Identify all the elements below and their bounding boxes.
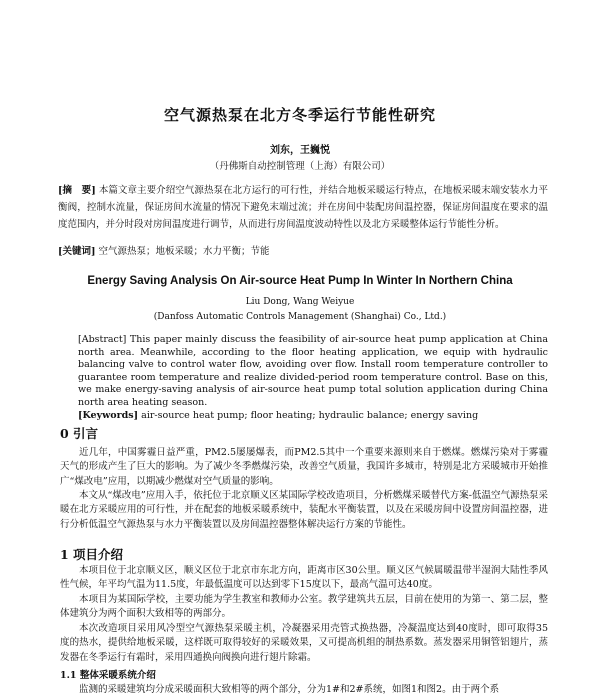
abstract-en	[78, 334, 548, 422]
intro-paragraph-2: 本文从“煤改电”应用入手，依托位于北京顺义区某国际学校改造项目，分析燃煤采暖替代方案-低温空气源热泵采暖在北方采暖应用的可行性，并在配套的地板采暖系统中，装配水平衡装置，以及在采暖房间中设置房间温控器，进行分析低温空气源热泵与水力平衡装置以及房间温控器整体解决运行方案的节能性。	[60, 490, 548, 530]
subsection-heading-system: 1.1 整体采暖系统介绍	[60, 670, 156, 681]
keywords-cn	[58, 243, 548, 257]
abstract-cn-text: 本篇文章主要介绍空气源热泵在北方运行的可行性，并结合地板采暖运行特点，在地板采暖末端安装水力平衡阀，控制水流量，保证房间水流量的情况下避免末端过流；并在房间中装配房间温控器，保证房间温度在要求的温度范围内，并分时段对房间温度进行调节，从而进行房间温度波动特性以及北方采暖整体运行节能性分析。	[58, 185, 548, 230]
intro-paragraph-1: 近几年，中国雾霾日益严重，PM2.5屡屡爆表，而PM2.5其中一个重要来源则来自于燃煤。燃煤污染对于雾霾天气的形成产生了巨大的影响。为了减少冬季燃煤污染，改善空气质量，我国许多城市，特别是北方采暖城市开始推广“煤改电”应用，以期减少燃煤对空气质量的影响。	[60, 447, 548, 487]
affiliation-en: (Danfoss Automatic Controls Management (Shanghai) Co., Ltd.)	[153, 312, 447, 322]
authors-en: Liu Dong, Wang Weiyue	[245, 297, 355, 307]
abstract-en-label: [Abstract]	[78, 334, 127, 345]
paper-title-cn: 空气源热泵在北方冬季运行节能性研究	[163, 106, 436, 124]
abstract-cn	[58, 182, 548, 233]
abstract-cn-label: [摘 要]	[58, 185, 96, 196]
authors-cn: 刘东，王巍悦	[270, 145, 330, 156]
affiliation-cn: （丹佛斯自动控制管理（上海）有限公司）	[209, 161, 391, 172]
paper-title-en: Energy Saving Analysis On Air-source Heat Pump In Winter In Northern China	[87, 275, 513, 287]
keywords-en-text: air-source heat pump; floor heating; hydraulic balance; energy saving	[141, 409, 479, 421]
project-paragraph-3: 本次改造项目采用风冷型空气源热泵采暖主机，冷凝器采用壳管式换热器，冷凝温度达到40度时，即可取得35度的热水，提供给地板采暖，这样既可取得较好的采暖效果，又可提高机组的制热系数。蒸发器采用铜管铝翅片，蒸发器在冬季运行有霜时，采用四通换向阀换向进行翅片除霜。	[60, 623, 548, 663]
section-heading-introduction: 0 引言	[60, 426, 99, 441]
project-paragraph-1: 本项目位于北京顺义区，顺义区位于北京市东北方向，距离市区30公里。顺义区气候属暖温带半湿润大陆性季风性气候，年平均气温为11.5度，年最低温度可以达到零下15度以下，最高气温可达40度。	[60, 565, 548, 591]
system-paragraph-1: 监测的采暖建筑均分成采暖面积大致相等的两个部分，分为1#和2#系统，如图1和图2。由于两个系	[79, 684, 500, 695]
abstract-en-text: This paper mainly discuss the feasibility of air-source heat pump application at China north area. Meanwhile, according to the floor heating application, we equip with hydraulic balancing valve to control water flow, avoiding over flow. Install room temperature controller to guarantee room temperature and realize divided-period room temperature control. Base on this, we make energy-saving analysis of air-source heat pump total solution application during China north area heating season.	[78, 334, 548, 408]
keywords-en-label: [Keywords]	[78, 409, 139, 421]
abstract-en-paragraph	[78, 334, 548, 410]
keywords-cn-text: 空气源热泵；地板采暖；水力平衡；节能	[98, 246, 270, 257]
keywords-en	[78, 410, 548, 423]
section-heading-project: 1 项目介绍	[60, 547, 124, 562]
project-paragraph-2: 本项目为某国际学校，主要功能为学生教室和教师办公室。教学建筑共五层，目前在使用的为第一、第二层，整体建筑分为两个面积大致相等的两部分。	[60, 594, 548, 620]
keywords-cn-label: [关键词]	[58, 246, 96, 257]
